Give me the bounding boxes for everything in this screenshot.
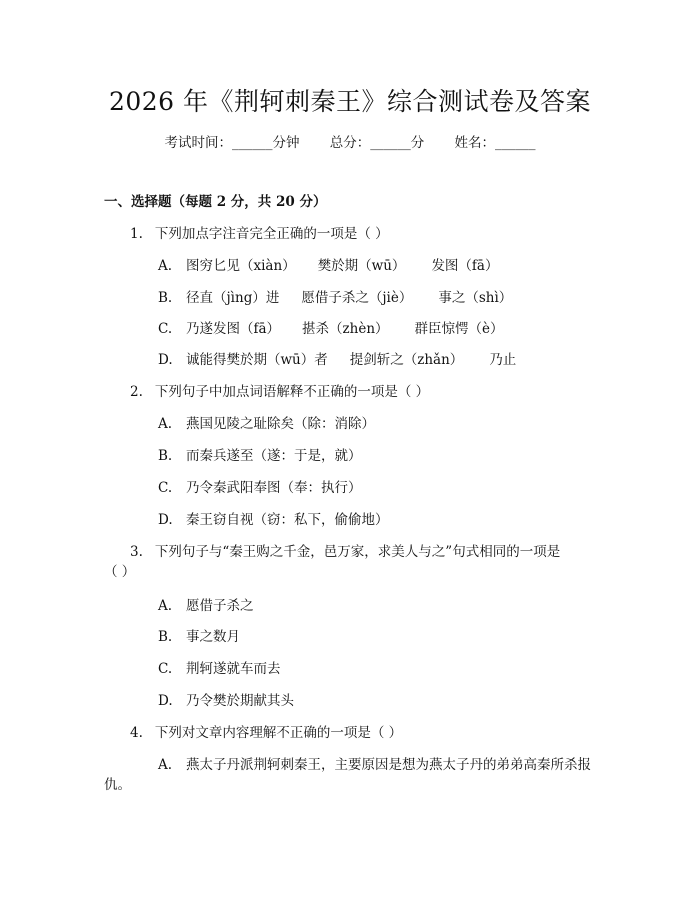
option-part: 群臣惊愕（è） [414,321,504,337]
q2-option-d [158,510,389,530]
option-label: A. [158,258,173,274]
question-text: 下列对文章内容理解不正确的一项是（ ） [154,725,403,741]
option-part: 愿借子杀之（jiè） [301,290,413,306]
q3-option-c [158,659,281,679]
option-label: C. [158,480,173,496]
option-label: D. [158,512,173,528]
question-3-continuation: （ ） [104,564,136,580]
option-part: 发图（fā） [431,258,499,274]
q1-option-a [158,256,498,276]
option-label: A. [158,757,173,773]
q2-option-a [158,414,375,434]
option-label: B. [158,629,173,645]
option-text: 乃令秦武阳奉图（奉：执行） [186,480,362,496]
option-part: 图穷匕见（xiàn） [186,258,296,274]
option-label: A. [158,598,173,614]
q4-option-a-continuation: 仇。 [104,777,131,793]
total-score-field: 总分：______分 [329,135,425,151]
question-text: 下列句子与“秦王购之千金，邑万家，求美人与之”句式相同的一项是 [154,544,561,560]
question-4 [130,723,402,743]
option-label: D. [158,693,173,709]
option-part: 樊於期（wū） [317,258,406,274]
option-part: 提剑斩之（zhǎn） [349,352,464,368]
option-label: D. [158,352,173,368]
question-3 [130,542,560,562]
option-label: B. [158,290,173,306]
option-part: 乃遂发图（fā） [186,321,281,337]
option-label: B. [158,448,173,464]
student-name-field: 姓名：______ [454,135,536,151]
exam-time-field: 考试时间：______分钟 [164,135,300,151]
q1-option-b [158,288,512,308]
question-number: 1. [130,226,143,242]
question-text: 下列句子中加点词语解释不正确的一项是（ ） [154,384,430,400]
question-number: 2. [130,384,143,400]
q1-option-d [158,350,516,370]
option-part: 诚能得樊於期（wū）者 [186,352,328,368]
q3-option-a [158,596,254,616]
question-1 [130,224,389,244]
section-heading: 一、选择题（每题 2 分，共 20 分） [104,194,327,210]
question-number: 3. [130,544,143,560]
option-part: 乃止 [489,352,517,368]
question-number: 4. [130,725,143,741]
option-part: 径直（jìng）进 [186,290,280,306]
exam-meta [0,131,700,151]
q3-option-d [158,691,294,711]
option-text: 乃令樊於期献其头 [186,693,294,709]
option-text: 荆轲遂就车而去 [186,661,281,677]
option-text: 愿借子杀之 [186,598,254,614]
q2-option-c [158,478,362,498]
q2-option-b [158,446,362,466]
option-text: 而秦兵遂至（遂：于是，就） [186,448,362,464]
option-label: C. [158,321,173,337]
option-text: 秦王窃自视（窃：私下，偷偷地） [186,512,389,528]
option-text: 燕太子丹派荆轲刺秦王，主要原因是想为燕太子丹的弟弟高秦所杀报 [186,757,591,773]
option-label: A. [158,416,173,432]
option-label: C. [158,661,173,677]
q3-option-b [158,627,240,647]
page-title: 2026 年《荆轲刺秦王》综合测试卷及答案 [108,87,592,116]
q4-option-a [158,755,591,775]
question-text: 下列加点字注音完全正确的一项是（ ） [154,226,389,242]
option-text: 燕国见陵之耻除矣（除：消除） [186,416,375,432]
question-2 [130,382,429,402]
option-part: 揕杀（zhèn） [302,321,389,337]
option-text: 事之数月 [186,629,240,645]
q1-option-c [158,319,504,339]
option-part: 事之（shì） [438,290,513,306]
